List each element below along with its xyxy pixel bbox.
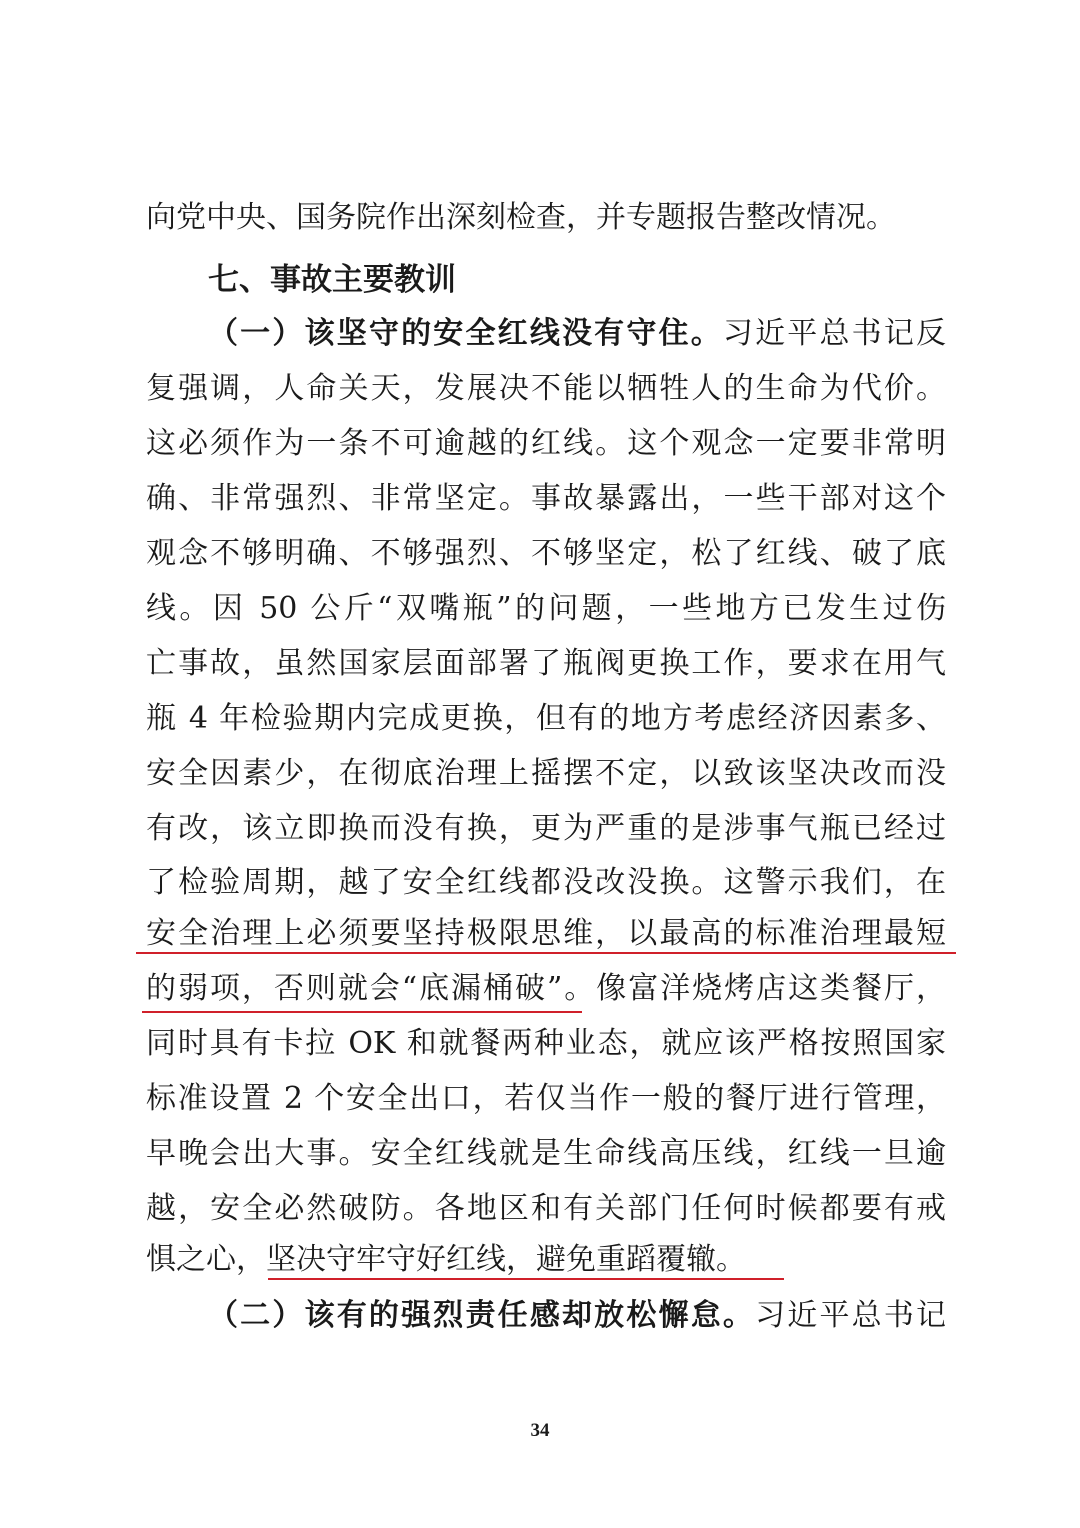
subsection-2-line	[208, 1296, 946, 1336]
text-line-3: 这必须作为一条不可逾越的红线。这个观念一定要非常明	[146, 426, 946, 461]
text-line-4: 确、非常强烈、非常坚定。事故暴露出，一些干部对这个	[146, 481, 946, 516]
text-line-11: 了检验周期，越了安全红线都没改没换。这警示我们，在	[146, 865, 946, 900]
text-line-7: 亡事故，虽然国家层面部署了瓶阀更换工作，要求在用气	[146, 646, 946, 681]
subsection-1-title: （一）该坚守的安全红线没有守住。	[208, 316, 723, 351]
subsection-1-line	[208, 314, 946, 354]
text-line-1: 向党中央、国务院作出深刻检查，并专题报告整改情况。	[146, 200, 896, 235]
text-line-17: 越，安全必然破防。各地区和有关部门任何时候都要有戒	[146, 1191, 946, 1226]
text-line-10: 有改，该立即换而没有换，更为严重的是涉事气瓶已经过	[146, 811, 946, 846]
text-line-13: 的弱项，否则就会“底漏桶破”。像富洋烧烤店这类餐厅，	[146, 971, 946, 1006]
subsection-2-title: （二）该有的强烈责任感却放松懈怠。	[208, 1298, 756, 1333]
red-underline-3	[268, 1278, 784, 1280]
subsection-1-lead: 习近平总书记反	[722, 316, 947, 351]
text-line-15: 标准设置 2 个安全出口，若仅当作一般的餐厅进行管理，	[146, 1081, 946, 1116]
subsection-2-lead: 习近平总书记	[755, 1298, 947, 1333]
text-line-18: 惧之心，坚决守牢守好红线，避免重蹈覆辙。	[146, 1242, 746, 1277]
section-heading: 七、事故主要教训	[208, 262, 456, 298]
page-number: 34	[530, 1420, 550, 1441]
text-line-12: 安全治理上必须要坚持极限思维，以最高的标准治理最短	[146, 916, 946, 951]
red-underline-2	[142, 1011, 582, 1013]
red-underline-1	[136, 952, 956, 954]
text-line-14: 同时具有卡拉 OK 和就餐两种业态，就应该严格按照国家	[146, 1026, 946, 1061]
text-line-9: 安全因素少，在彻底治理上摇摆不定，以致该坚决改而没	[146, 756, 946, 791]
text-line-8: 瓶 4 年检验期内完成更换，但有的地方考虑经济因素多、	[146, 701, 946, 736]
text-line-6: 线。因 50 公斤“双嘴瓶”的问题，一些地方已发生过伤	[146, 591, 946, 626]
text-line-5: 观念不够明确、不够强烈、不够坚定，松了红线、破了底	[146, 536, 946, 571]
text-line-16: 早晚会出大事。安全红线就是生命线高压线，红线一旦逾	[146, 1136, 946, 1171]
text-line-2: 复强调，人命关天，发展决不能以牺牲人的生命为代价。	[146, 371, 946, 406]
